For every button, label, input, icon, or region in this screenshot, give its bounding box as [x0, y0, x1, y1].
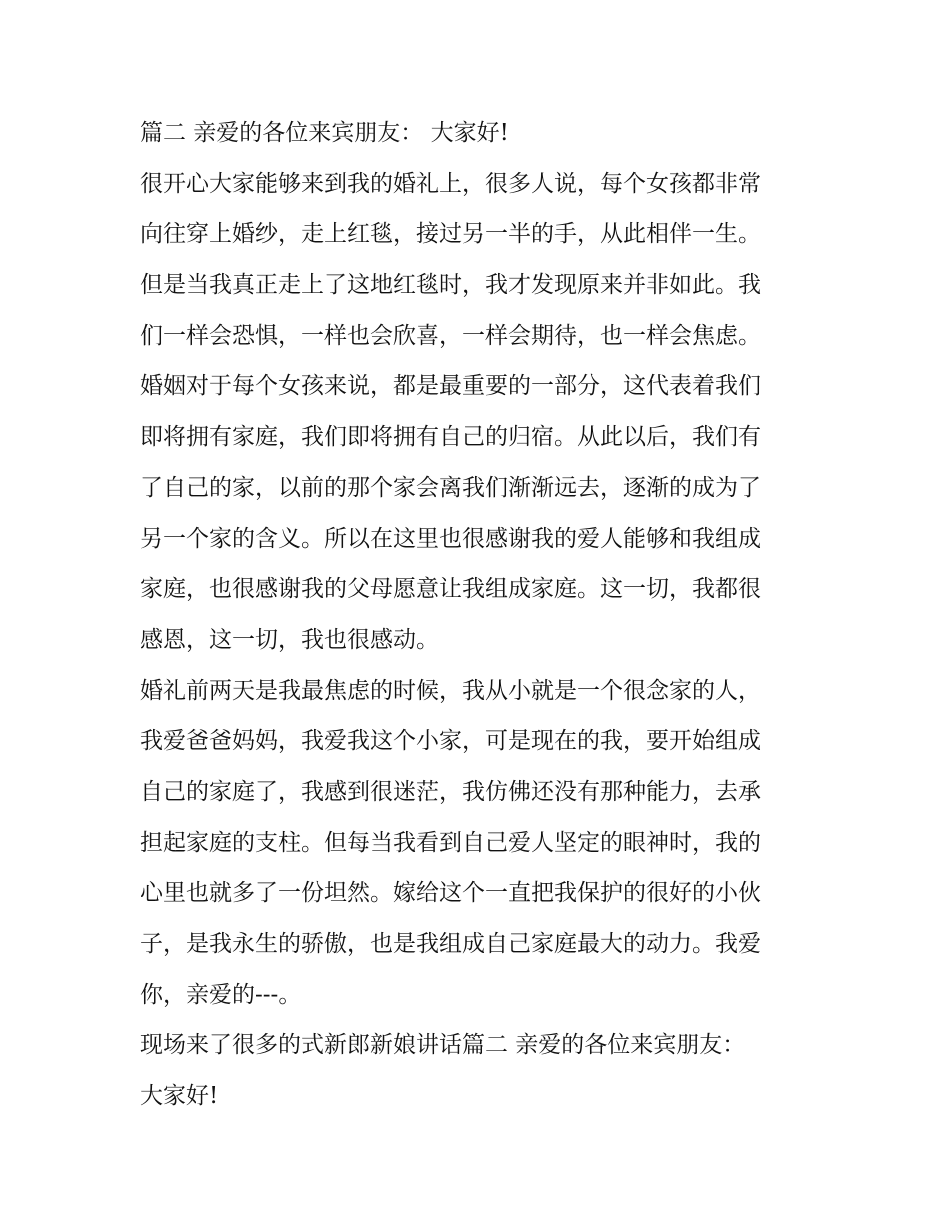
text-line-4: 但是当我真正走上了这地红毯时，我才发现原来并非如此。我: [140, 272, 761, 299]
text-line-11: 感恩，这一切，我也很感动。: [140, 626, 439, 653]
text-line-8: 了自己的家，以前的那个家会离我们渐渐远去，逐渐的成为了: [140, 474, 761, 501]
text-line-14: 自己的家庭了，我感到很迷茫，我仿佛还没有那种能力，去承: [140, 778, 761, 805]
text-line-16: 心里也就多了一份坦然。嫁给这个一直把我保护的很好的小伙: [140, 880, 761, 907]
text-line-3: 向往穿上婚纱，走上红毯，接过另一半的手，从此相伴一生。: [140, 221, 761, 248]
document-body: [140, 108, 820, 1122]
text-line-19: 现场来了很多的式新郎新娘讲话篇二 亲爱的各位来宾朋友：: [140, 1032, 746, 1059]
text-line-9: 另一个家的含义。所以在这里也很感谢我的爱人能够和我组成: [140, 525, 761, 552]
text-line-1: 篇二 亲爱的各位来宾朋友： 大家好!: [140, 120, 509, 146]
text-line-2: 很开心大家能够来到我的婚礼上，很多人说，每个女孩都非常: [140, 170, 761, 197]
text-line-7: 即将拥有家庭，我们即将拥有自己的归宿。从此以后，我们有: [140, 424, 761, 451]
text-line-20: 大家好!: [140, 1083, 219, 1110]
text-line-10: 家庭，也很感谢我的父母愿意让我组成家庭。这一切，我都很: [140, 576, 761, 603]
text-line-5: 们一样会恐惧，一样也会欣喜，一样会期待，也一样会焦虑。: [140, 322, 761, 349]
text-line-13: 我爱爸爸妈妈，我爱我这个小家，可是现在的我，要开始组成: [140, 728, 761, 755]
text-line-18: 你，亲爱的---。: [140, 981, 302, 1008]
text-line-17: 子，是我永生的骄傲，也是我组成自己家庭最大的动力。我爱: [140, 931, 761, 957]
text-line-15: 担起家庭的支柱。但每当我看到自己爱人坚定的眼神时，我的: [140, 829, 761, 856]
text-line-6: 婚姻对于每个女孩来说，都是最重要的一部分，这代表着我们: [140, 373, 761, 400]
text-line-12: 婚礼前两天是我最焦虑的时候，我从小就是一个很念家的人，: [140, 677, 761, 704]
